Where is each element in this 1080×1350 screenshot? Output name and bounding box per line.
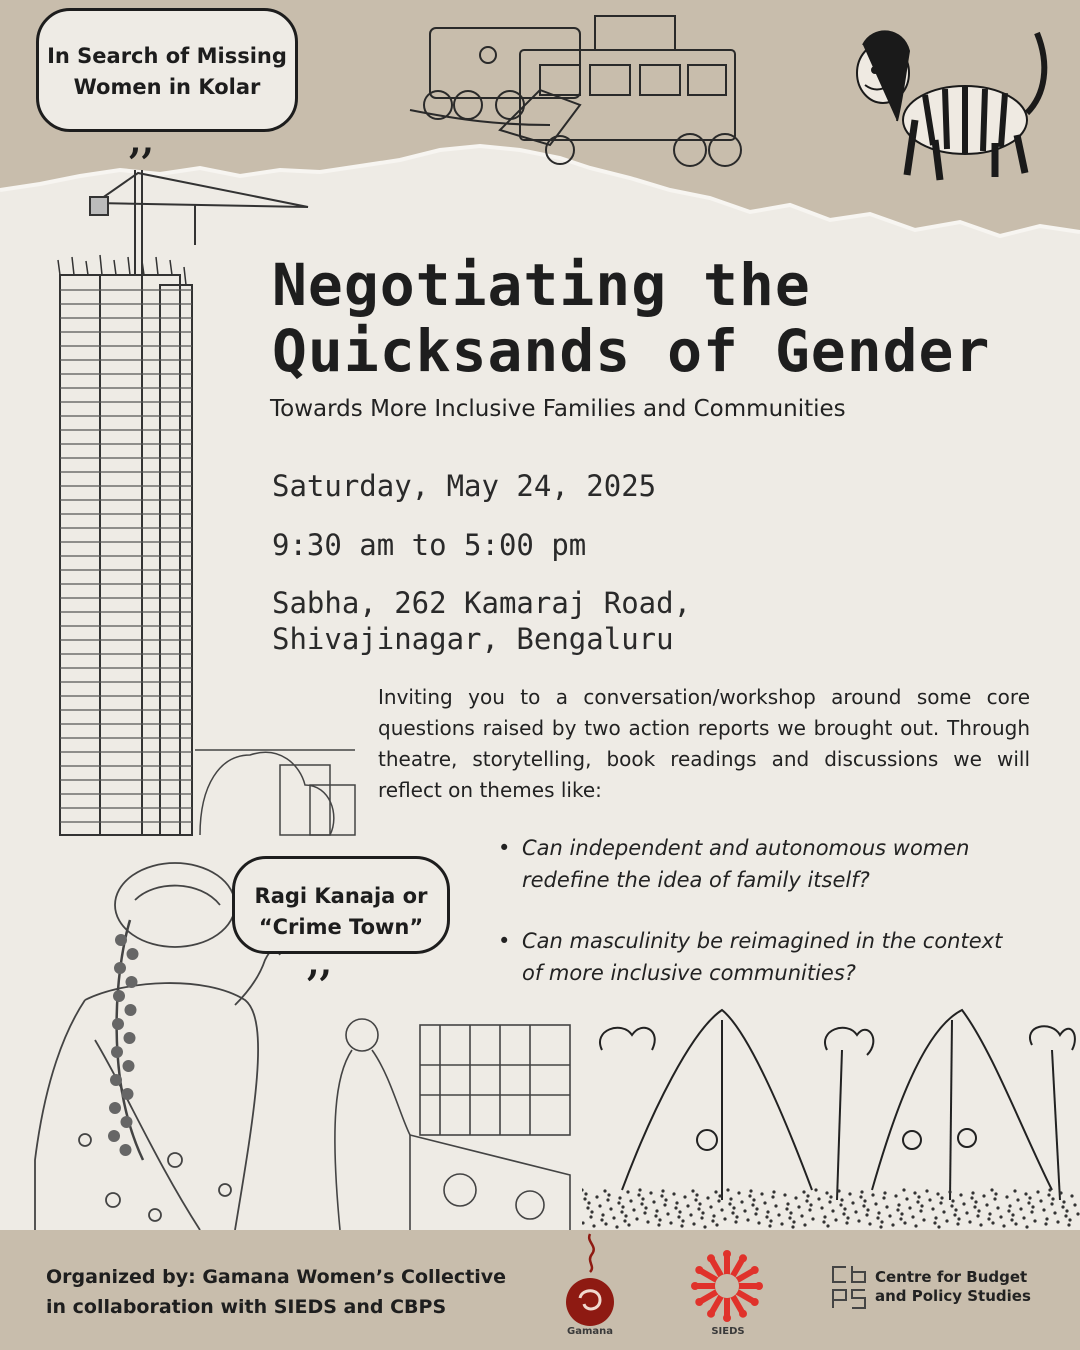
organizers-credit (46, 1262, 506, 1322)
theme-text: Can independent and autonomous women redefine the idea of family itself? (522, 836, 970, 892)
quote-tail-icon: ,, (307, 942, 333, 984)
speech-bubble-crime-town (232, 856, 450, 984)
cbps-logo-icon (830, 1264, 868, 1310)
venue-line2: Shivajinagar, Bengaluru (272, 622, 674, 656)
theme-text: Can masculinity be reimagined in the context of more inclusive communities? (522, 929, 1003, 985)
event-subtitle: Towards More Inclusive Families and Communities (270, 396, 846, 422)
cbps-name (875, 1268, 1031, 1306)
bubble-text-line1: Ragi Kanaja or (254, 884, 428, 908)
title-line2: Quicksands of Gender (272, 317, 991, 385)
venue-line1: Sabha, 262 Kamaraj Road, (272, 586, 692, 620)
bubble-text-line2: “Crime Town” (258, 915, 424, 939)
organizers-line1: Organized by: Gamana Women’s Collective (46, 1266, 507, 1288)
cbps-name-line1: Centre for Budget (875, 1268, 1028, 1286)
organizers-line2: in collaboration with SIEDS and CBPS (46, 1296, 447, 1318)
gamana-logo-label: Gamana (567, 1326, 613, 1337)
event-date: Saturday, May 24, 2025 (272, 469, 657, 503)
bubble-text-line1: In Search of Missing (47, 44, 287, 68)
cbps-name-line2: and Policy Studies (875, 1287, 1031, 1305)
bus-sketch-illustration (400, 10, 760, 180)
speech-bubble-missing-women (36, 8, 298, 162)
title-line1: Negotiating the (272, 251, 811, 319)
tiger-sketch-illustration (845, 25, 1060, 190)
list-item (498, 832, 1018, 896)
bubble-text-line2: Women in Kolar (73, 75, 261, 99)
list-item (498, 925, 1018, 989)
gamana-logo-icon (558, 1232, 622, 1328)
invitation-paragraph: Inviting you to a conversation/workshop around some core questions raised by two action reports we brought out. Through theatre, storytelling, book readings and discussions we will reflect on themes like: (378, 685, 1030, 802)
sieds-logo-label: SIEDS (711, 1326, 745, 1337)
quote-tail-icon: ,, (129, 120, 155, 162)
bullet-icon: • (498, 836, 511, 860)
event-venue (272, 585, 691, 657)
loom-worker-illustration (320, 1005, 582, 1230)
event-title (272, 252, 992, 384)
forest-scene-illustration (582, 990, 1080, 1230)
event-time: 9:30 am to 5:00 pm (272, 528, 587, 562)
sieds-logo-icon (684, 1248, 770, 1324)
bullet-icon: • (498, 929, 511, 953)
